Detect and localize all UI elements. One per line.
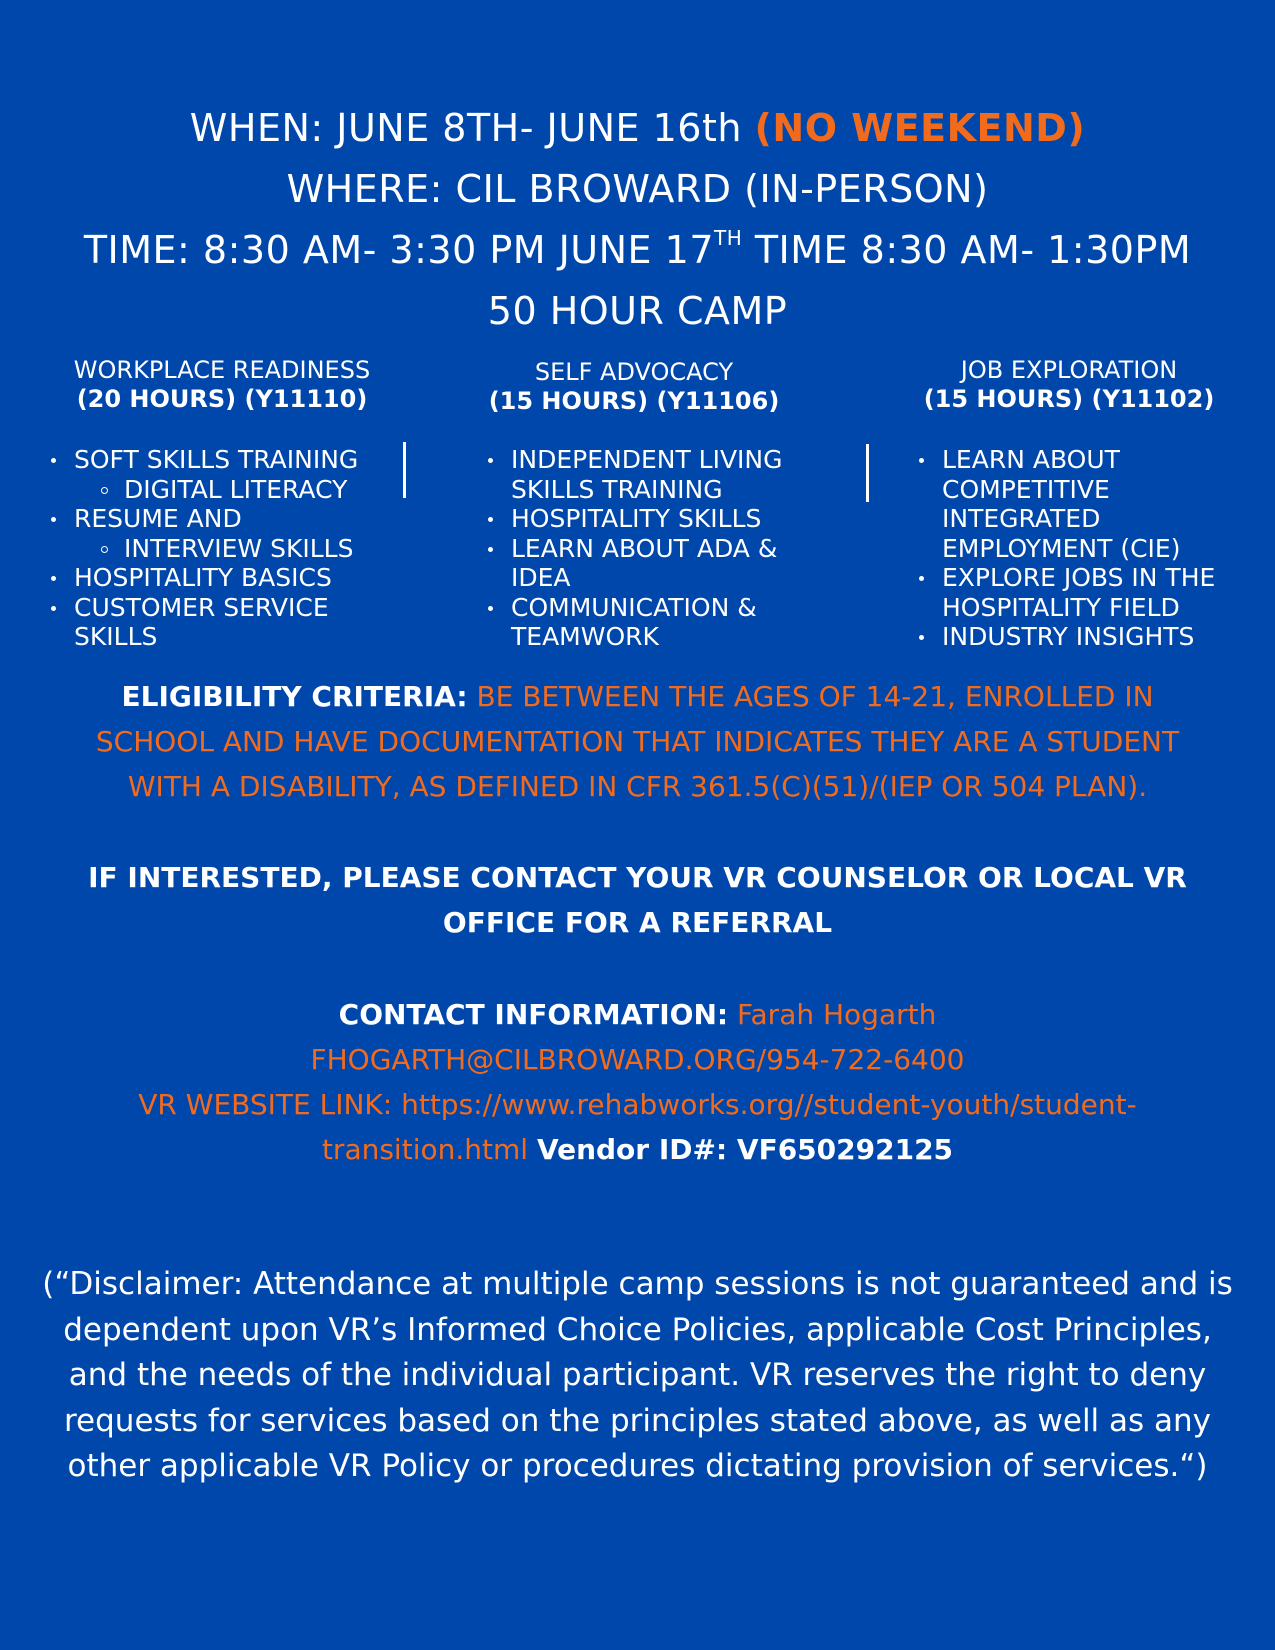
camp-hours-line: 50 HOUR CAMP bbox=[487, 289, 788, 333]
list-item: HOSPITALITY SKILLS bbox=[485, 504, 835, 534]
no-weekend-note: (NO WEEKEND) bbox=[754, 106, 1086, 150]
list-item: EMPLOYMENT (CIE) bbox=[942, 533, 1181, 563]
list-item: LEARN ABOUT bbox=[916, 445, 1266, 475]
referral-line-1: IF INTERESTED, PLEASE CONTACT YOUR VR COUNSELOR OR LOCAL VR bbox=[88, 861, 1187, 894]
list-item: TEAMWORK bbox=[511, 622, 659, 651]
workplace-readiness-column bbox=[48, 356, 408, 652]
vendor-id: Vendor ID#: VF650292125 bbox=[536, 1133, 954, 1166]
website-link-line-1[interactable]: VR WEBSITE LINK: https://www.rehabworks.org//student-youth/student- bbox=[138, 1088, 1137, 1121]
topic-list bbox=[916, 445, 1266, 652]
list-item: INTERVIEW SKILLS bbox=[48, 534, 408, 564]
list-item: COMMUNICATION & bbox=[485, 593, 835, 623]
list-item: INDUSTRY INSIGHTS bbox=[916, 622, 1266, 652]
disclaimer bbox=[0, 1262, 1275, 1490]
contact-name: Farah Hogarth bbox=[736, 998, 937, 1031]
column-title: WORKPLACE READINESS bbox=[73, 356, 371, 384]
when-text: WHEN: JUNE 8TH- JUNE 16th bbox=[189, 106, 742, 150]
referral-line-2: OFFICE FOR A REFERRAL bbox=[442, 906, 833, 939]
column-divider bbox=[403, 442, 406, 498]
list-item: IDEA bbox=[511, 563, 571, 592]
disclaimer-line: requests for services based on the principles stated above, as well as any bbox=[63, 1402, 1212, 1439]
website-vendor-line bbox=[10, 1127, 1265, 1172]
eligibility-text-1: BE BETWEEN THE AGES OF 14-21, ENROLLED IN bbox=[476, 680, 1154, 713]
time-line bbox=[0, 220, 1275, 281]
disclaimer-line: dependent upon VR’s Informed Choice Policies, applicable Cost Principles, bbox=[63, 1311, 1212, 1348]
list-item: CUSTOMER SERVICE bbox=[48, 593, 408, 623]
column-hours: (20 HOURS) (Y11110) bbox=[76, 385, 368, 413]
column-hours: (15 HOURS) (Y11106) bbox=[488, 387, 780, 415]
time-text-b: TIME 8:30 AM- 1:30PM bbox=[742, 228, 1192, 272]
list-item: EXPLORE JOBS IN THE bbox=[916, 563, 1266, 593]
list-item: RESUME AND bbox=[48, 504, 408, 534]
list-item: SKILLS bbox=[74, 622, 158, 651]
time-text-a: TIME: 8:30 AM- 3:30 PM JUNE 17 bbox=[83, 228, 714, 272]
time-superscript: TH bbox=[714, 226, 743, 250]
self-advocacy-column bbox=[485, 356, 835, 652]
column-title: JOB EXPLORATION bbox=[960, 356, 1178, 384]
list-item: HOSPITALITY FIELD bbox=[942, 592, 1180, 622]
website-link-line-2[interactable]: transition.html bbox=[321, 1133, 529, 1166]
list-item: SOFT SKILLS TRAINING bbox=[48, 445, 408, 475]
event-header bbox=[0, 98, 1275, 342]
eligibility-label: ELIGIBILITY CRITERIA: bbox=[121, 680, 468, 713]
list-item: INTEGRATED bbox=[942, 504, 1101, 533]
referral-section bbox=[10, 855, 1265, 945]
contact-email-phone[interactable]: FHOGARTH@CILBROWARD.ORG/954-722-6400 bbox=[310, 1043, 965, 1076]
where-line: WHERE: CIL BROWARD (IN-PERSON) bbox=[286, 167, 989, 211]
column-title: SELF ADVOCACY bbox=[534, 358, 734, 386]
list-item: INDEPENDENT LIVING bbox=[485, 445, 835, 475]
contact-section bbox=[10, 992, 1265, 1172]
when-line bbox=[0, 98, 1275, 159]
column-hours: (15 HOURS) (Y11102) bbox=[923, 385, 1215, 413]
disclaimer-line: and the needs of the individual participant. VR reserves the right to deny bbox=[68, 1357, 1207, 1393]
list-item: HOSPITALITY BASICS bbox=[48, 563, 408, 593]
topic-list bbox=[48, 445, 408, 652]
eligibility-section bbox=[10, 674, 1265, 809]
list-item: COMPETITIVE bbox=[942, 474, 1110, 504]
eligibility-text-3: WITH A DISABILITY, AS DEFINED IN CFR 361.5(C)(51)/(IEP OR 504 PLAN). bbox=[127, 770, 1148, 803]
contact-label: CONTACT INFORMATION: bbox=[338, 998, 729, 1031]
disclaimer-line: other applicable VR Policy or procedures dictating provision of services.“) bbox=[67, 1448, 1208, 1484]
job-exploration-column bbox=[916, 356, 1266, 652]
contact-line bbox=[10, 992, 1265, 1037]
column-divider bbox=[866, 444, 869, 502]
eligibility-line-1 bbox=[10, 674, 1265, 719]
eligibility-text-2: SCHOOL AND HAVE DOCUMENTATION THAT INDICATES THEY ARE A STUDENT bbox=[95, 725, 1180, 758]
disclaimer-line: (“Disclaimer: Attendance at multiple camp sessions is not guaranteed and is bbox=[42, 1266, 1233, 1302]
topic-list bbox=[485, 445, 835, 652]
list-item: DIGITAL LITERACY bbox=[48, 475, 408, 505]
list-item: LEARN ABOUT ADA & bbox=[485, 534, 835, 564]
list-item: SKILLS TRAINING bbox=[511, 474, 723, 504]
